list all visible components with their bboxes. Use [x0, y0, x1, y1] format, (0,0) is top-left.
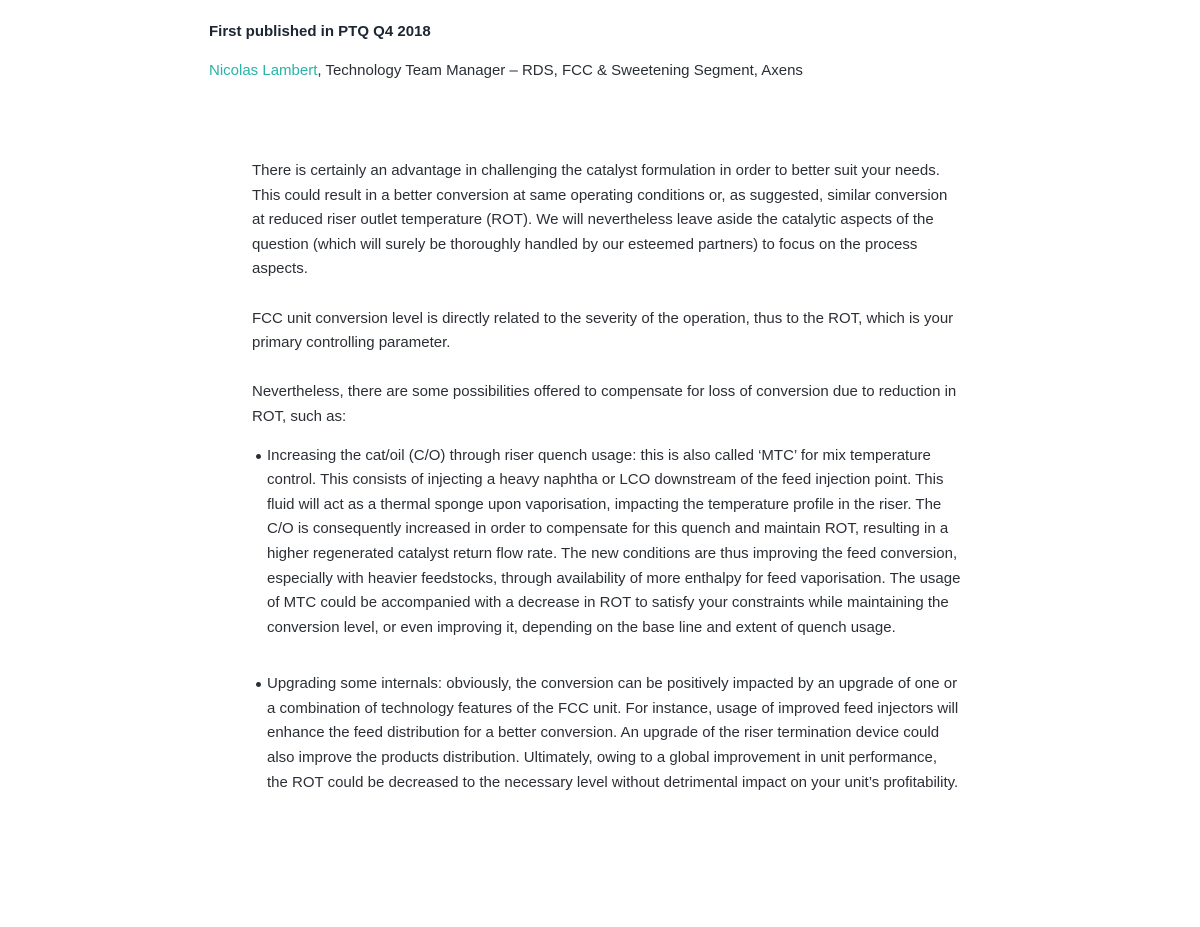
answer-paragraph-1: There is certainly an advantage in challenging the catalyst formulation in order to better suit your needs. This could result in a better conversion at same operating conditions or, as suggested, similar conversion at reduced riser outlet temperature (ROT). We will nevertheless leave aside the catalytic aspects of the question (which will surely be thoroughly handled by our esteemed partners) to focus on the process aspects.	[252, 162, 948, 278]
publication-note: First published in PTQ Q4 2018	[209, 23, 431, 40]
author-name-link[interactable]: Nicolas Lambert	[209, 62, 318, 79]
answer-body	[252, 159, 962, 827]
author-line	[209, 59, 1109, 83]
bullet-upgrading-internals: Upgrading some internals: obviously, the conversion can be positively impacted by an upgrade of one or a combination of technology features of the FCC unit. For instance, usage of improved feed injectors will enhance the feed distribution for a better conversion. An upgrade of the riser termination device could also improve the products distribution. Ultimately, owing to a global improvement in unit performance, the ROT could be decreased to the necessary level without detrimental impact on your unit’s profitability.	[267, 672, 962, 795]
article-byline	[209, 20, 1109, 83]
answer-bullet-list	[252, 444, 962, 796]
bullet-riser-quench: Increasing the cat/oil (C/O) through riser quench usage: this is also called ‘MTC’ for mix temperature control. This consists of injecting a heavy naphtha or LCO downstream of the feed injection point. This fluid will act as a thermal sponge upon vaporisation, impacting the temperature profile in the riser. The C/O is consequently increased in order to compensate for this quench and maintain ROT, resulting in a higher regenerated catalyst return flow rate. The new conditions are thus improving the feed conversion, especially with heavier feedstocks, through availability of more enthalpy for feed vaporisation. The usage of MTC could be accompanied with a decrease in ROT to satisfy your constraints while maintaining the conversion level, or even improving it, depending on the base line and extent of quench usage.	[267, 444, 962, 641]
answer-paragraph-3: Nevertheless, there are some possibilities offered to compensate for loss of conversion due to reduction in ROT, such as:	[252, 383, 957, 425]
author-role: , Technology Team Manager – RDS, FCC & Sweetening Segment, Axens	[317, 62, 803, 79]
answer-paragraph-2: FCC unit conversion level is directly related to the severity of the operation, thus to the ROT, which is your primary controlling parameter.	[252, 309, 954, 352]
